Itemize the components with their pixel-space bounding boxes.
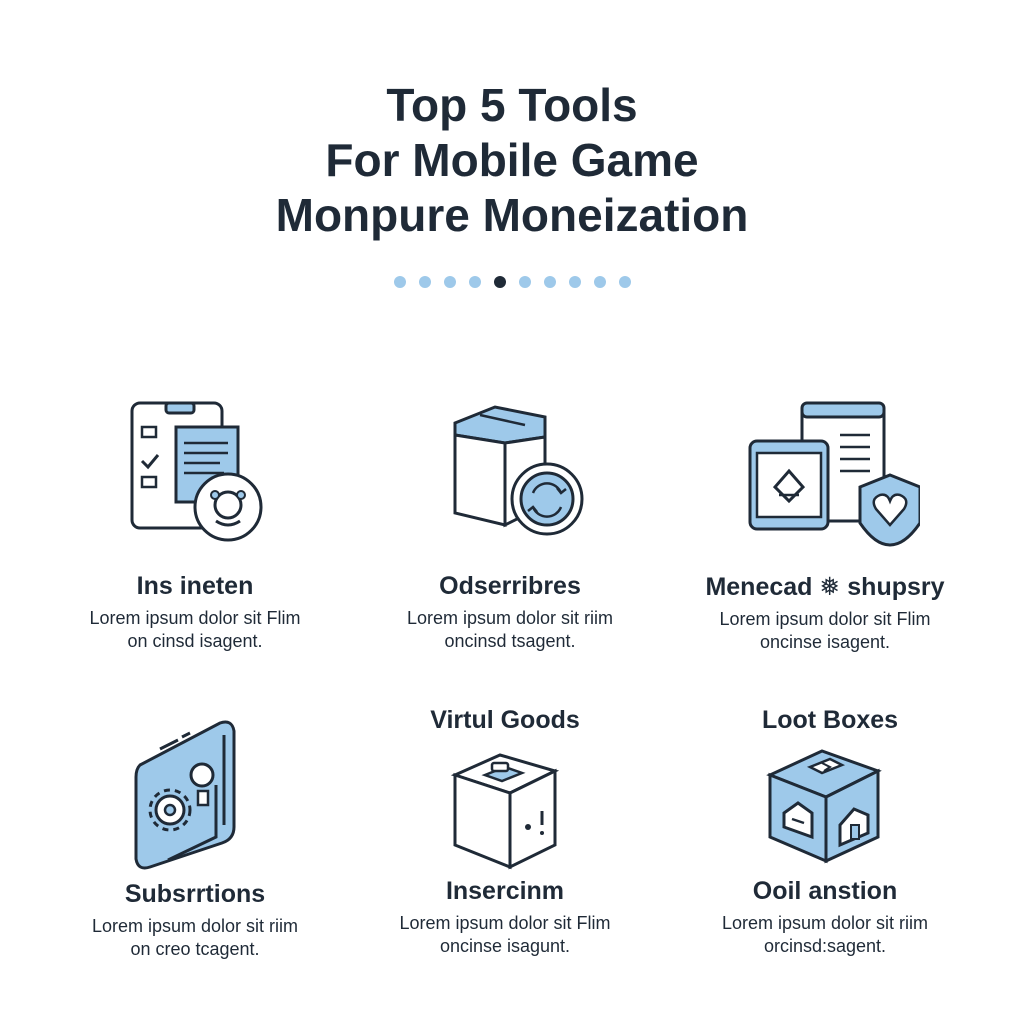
pagination-dot[interactable] — [569, 276, 581, 288]
title-line-1: Top 5 Tools — [386, 79, 638, 131]
card-description-line-2: oncinsd tsagent. — [444, 631, 576, 651]
card-title: Odserribres — [439, 572, 581, 600]
card-title: Ins ineten — [136, 572, 254, 600]
card-description-line-1: Lorem ipsum dolor sit riim — [91, 916, 299, 936]
pagination-dot[interactable] — [444, 276, 456, 288]
tool-card-6 — [670, 745, 980, 958]
card-description-line-1: Lorem ipsum dolor sit Flim — [89, 608, 301, 628]
pagination-dots — [0, 276, 1024, 288]
pagination-dot[interactable] — [394, 276, 406, 288]
card-description-line-1: Lorem ipsum dolor sit Flim — [719, 609, 931, 629]
card-title: Menecad ❅ shupsry — [705, 573, 945, 601]
pagination-dot[interactable] — [619, 276, 631, 288]
loot-box-cube-icon — [760, 745, 890, 875]
tool-card-4 — [40, 715, 350, 961]
tool-card-2 — [355, 395, 665, 653]
title-line-2: For Mobile Game — [325, 134, 699, 186]
card-description-line-1: Lorem ipsum dolor sit riim — [406, 608, 614, 628]
virtual-goods-box-icon — [440, 745, 570, 875]
pagination-dot-active[interactable] — [494, 276, 506, 288]
gear-card-icon — [120, 715, 270, 870]
pagination-dot[interactable] — [469, 276, 481, 288]
card-title: Ooil anstion — [752, 877, 898, 905]
pagination-dot[interactable] — [419, 276, 431, 288]
card-description-line-1: Lorem ipsum dolor sit riim — [721, 913, 929, 933]
pagination-dot[interactable] — [519, 276, 531, 288]
page-title — [0, 78, 1024, 243]
card-description-line-1: Lorem ipsum dolor sit Flim — [399, 913, 611, 933]
pagination-dot[interactable] — [544, 276, 556, 288]
title-line-3: Monpure Moneization — [275, 189, 749, 241]
card-title: Subsrrtions — [124, 880, 266, 908]
tool-card-1 — [40, 395, 350, 653]
box-cycle-icon — [435, 395, 585, 550]
card-description-line-2: on creo tcagent. — [130, 939, 260, 959]
card-description-line-2: orcinsd:sagent. — [763, 936, 887, 956]
card-title: Insercinm — [445, 877, 565, 905]
card-description-line-2: oncinse isagunt. — [439, 936, 571, 956]
card-description-line-2: on cinsd isagent. — [127, 631, 263, 651]
card-heading: Virtul Goods — [430, 706, 580, 734]
tool-card-3 — [670, 395, 980, 654]
tool-card-5 — [355, 745, 655, 958]
mobile-documents-icon — [120, 395, 270, 550]
card-description-line-2: oncinse isagent. — [759, 632, 891, 652]
devices-shield-icon — [730, 395, 920, 550]
pagination-dot[interactable] — [594, 276, 606, 288]
card-heading: Loot Boxes — [761, 706, 899, 734]
